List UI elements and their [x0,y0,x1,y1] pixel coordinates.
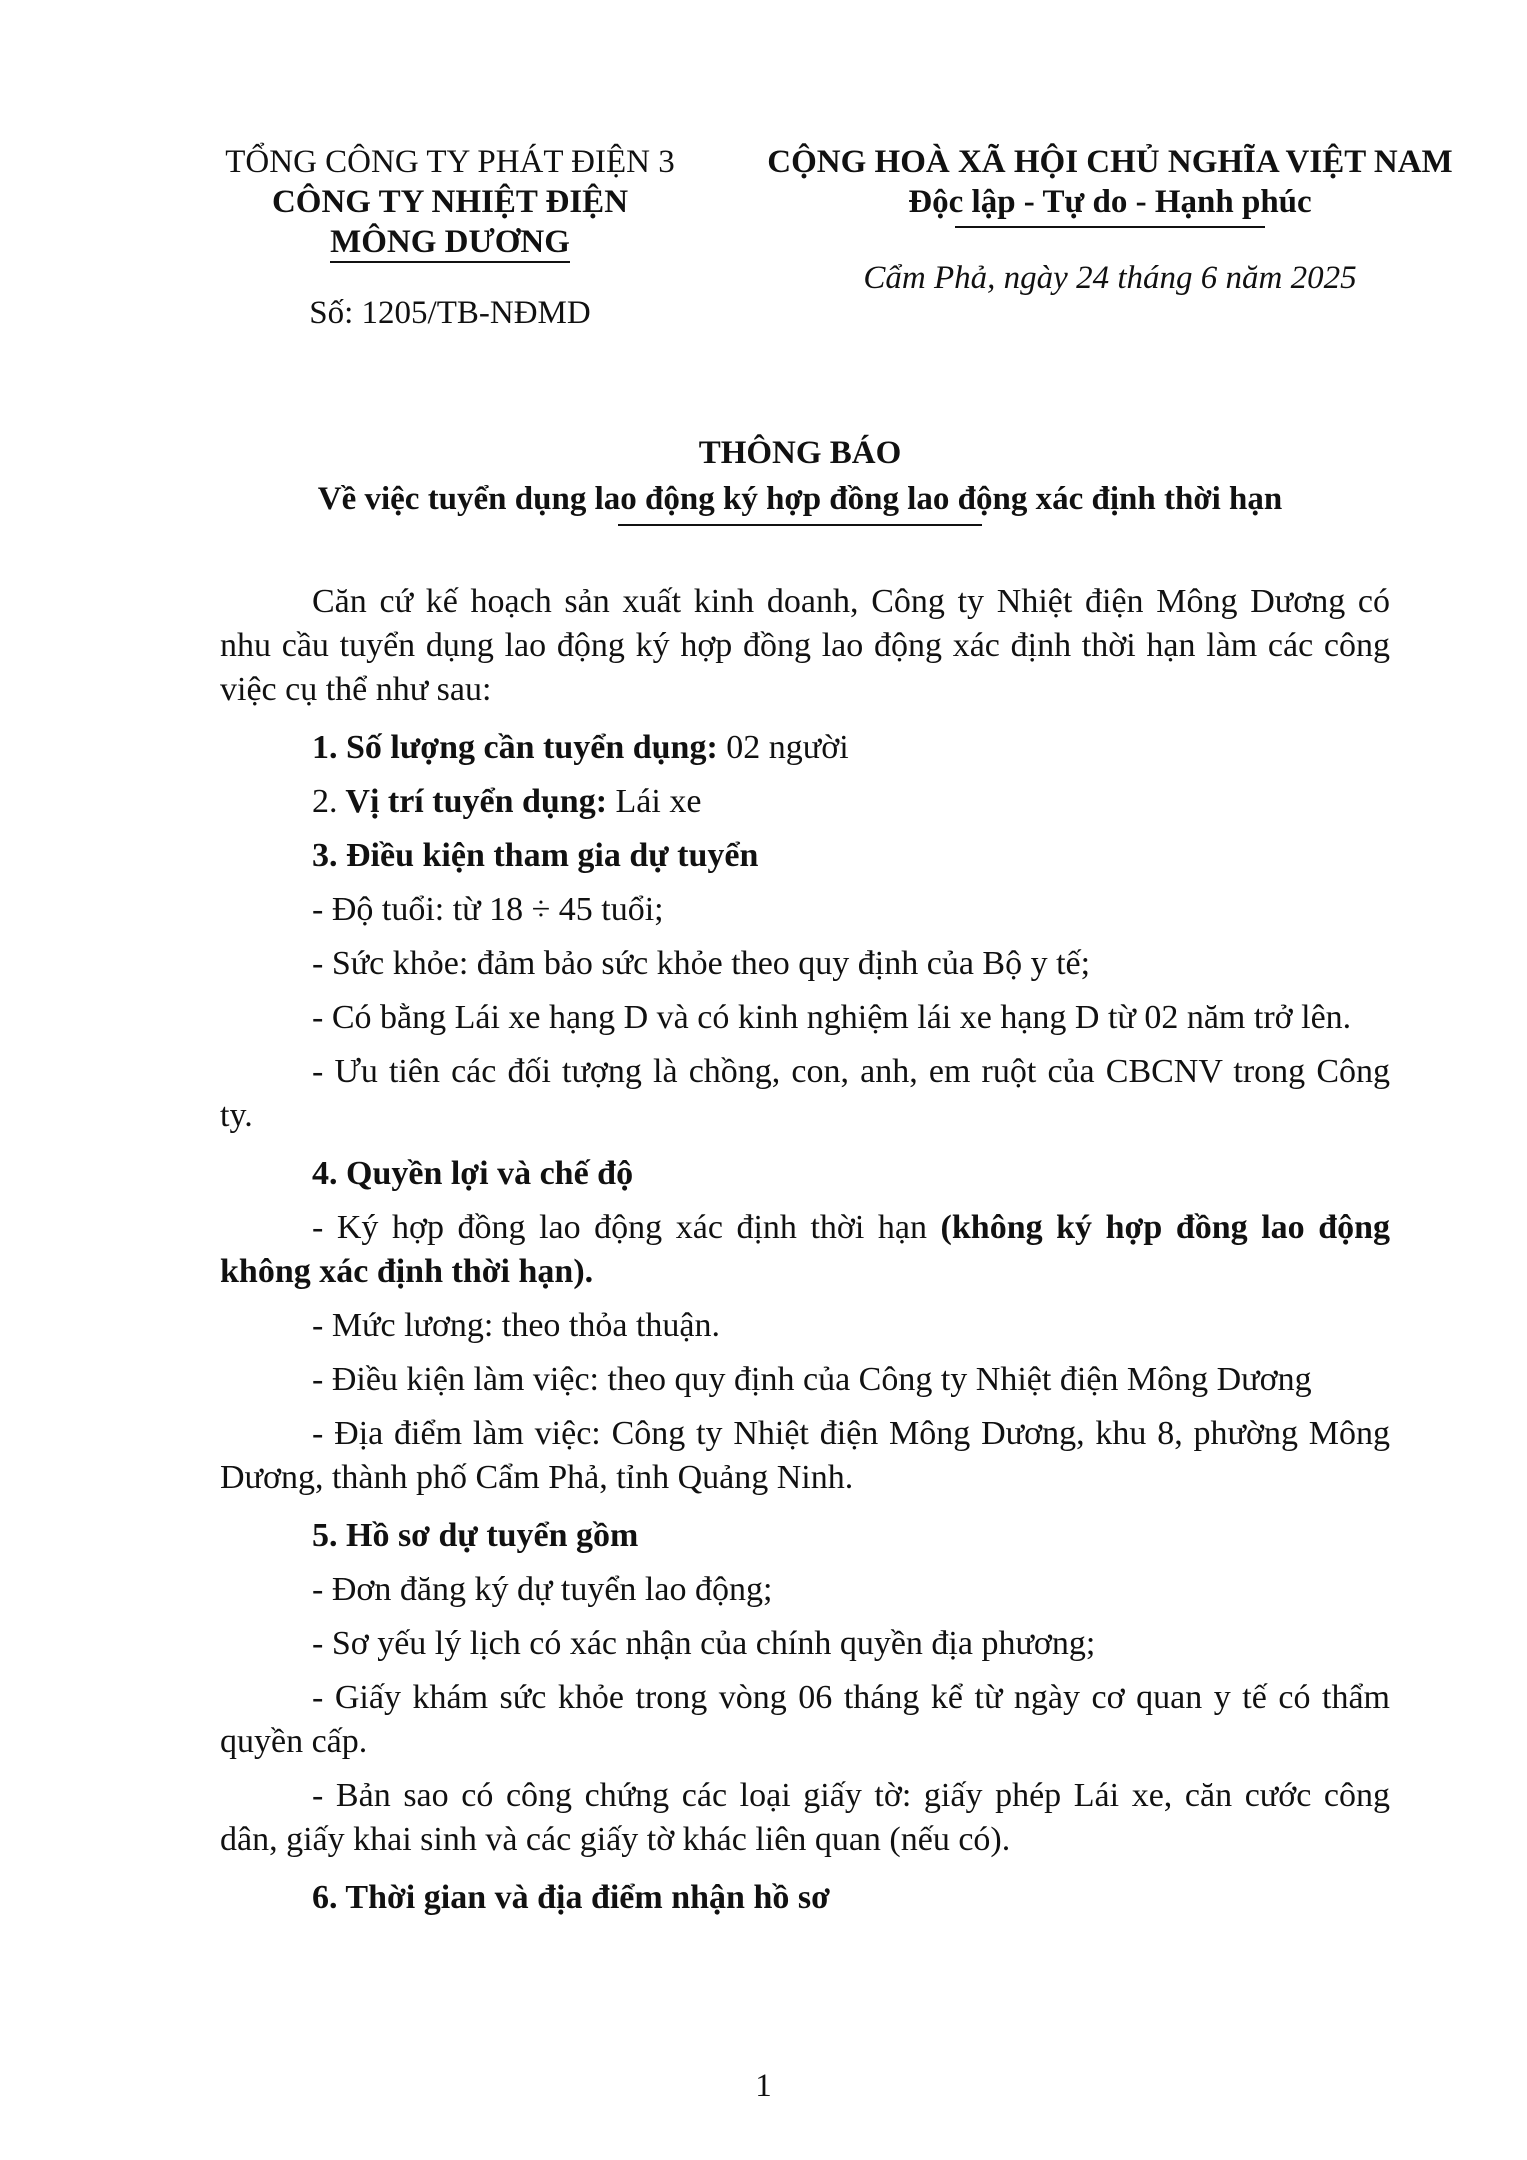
section-2-position [220,780,1390,824]
list-item: - Ưu tiên các đối tượng là chồng, con, anh, em ruột của CBCNV trong Công ty. [220,1053,1390,1134]
parent-organization: TỔNG CÔNG TY PHÁT ĐIỆN 3 [225,144,675,180]
place-and-date: Cẩm Phả, ngày 24 tháng 6 năm 2025 [863,260,1357,296]
document-title: THÔNG BÁO [698,435,902,471]
document-subject: Về việc tuyển dụng lao động ký hợp đồng lao động xác định thời hạn [317,481,1283,517]
section-1-quantity [220,726,1390,770]
section-5-heading: 5. Hồ sơ dự tuyển gồm [312,1517,639,1554]
contract-type-note: (không ký hợp đồng lao động không xác định thời hạn). [220,1209,1391,1290]
contract-type-text: - Ký hợp đồng lao động xác định thời hạn [312,1209,941,1246]
national-header [740,142,1480,298]
list-item: - Sức khỏe: đảm bảo sức khỏe theo quy định của Bộ y tế; [312,945,1091,982]
list-item: - Có bằng Lái xe hạng D và có kinh nghiệm lái xe hạng D từ 02 năm trở lên. [312,999,1352,1036]
national-motto: Độc lập - Tự do - Hạnh phúc [908,184,1312,220]
list-item: - Đơn đăng ký dự tuyển lao động; [312,1571,773,1608]
page-number: 1 [755,2068,772,2104]
intro-paragraph: Căn cứ kế hoạch sản xuất kinh doanh, Công ty Nhiệt điện Mông Dương có nhu cầu tuyển dụng lao động ký hợp đồng lao động xác định thời hạn làm các công việc cụ thể như sau: [220,583,1390,708]
country-name: CỘNG HOÀ XÃ HỘI CHỦ NGHĨA VIỆT NAM [767,144,1453,180]
list-item: - Địa điểm làm việc: Công ty Nhiệt điện Mông Dương, khu 8, phường Mông Dương, thành phố Cẩm Phả, tỉnh Quảng Ninh. [220,1415,1390,1496]
issuer-header [180,142,720,333]
section-6-heading: 6. Thời gian và địa điểm nhận hồ sơ [312,1879,830,1916]
section-2-value: Lái xe [607,783,702,820]
list-item: - Giấy khám sức khỏe trong vòng 06 tháng kể từ ngày cơ quan y tế có thẩm quyền cấp. [220,1679,1390,1760]
section-1-value: 02 người [717,729,849,766]
section-2-number: 2. [312,783,338,820]
section-4-heading: 4. Quyền lợi và chế độ [312,1155,634,1192]
subject-underline [618,524,982,526]
list-item: - Độ tuổi: từ 18 ÷ 45 tuổi; [312,891,664,928]
organization-name-line2: MÔNG DƯƠNG [330,224,570,263]
document-number: Số: 1205/TB-NĐMD [309,295,591,331]
section-2-label: Vị trí tuyển dụng: [337,783,608,820]
document-body [220,580,1390,1930]
list-item: - Mức lương: theo thỏa thuận. [312,1307,720,1344]
motto-underline [955,226,1265,228]
list-item: - Sơ yếu lý lịch có xác nhận của chính quyền địa phương; [312,1625,1096,1662]
section-3-heading: 3. Điều kiện tham gia dự tuyển [312,837,759,874]
organization-name: CÔNG TY NHIỆT ĐIỆN [271,184,629,220]
list-item: - Điều kiện làm việc: theo quy định của Công ty Nhiệt điện Mông Dương [312,1361,1312,1398]
section-1-label: 1. Số lượng cần tuyển dụng: [312,729,718,766]
contract-type-item [220,1206,1390,1294]
list-item: - Bản sao có công chứng các loại giấy tờ: giấy phép Lái xe, căn cước công dân, giấy khai sinh và các giấy tờ khác liên quan (nếu có). [220,1777,1390,1858]
document-title-block [200,430,1400,526]
